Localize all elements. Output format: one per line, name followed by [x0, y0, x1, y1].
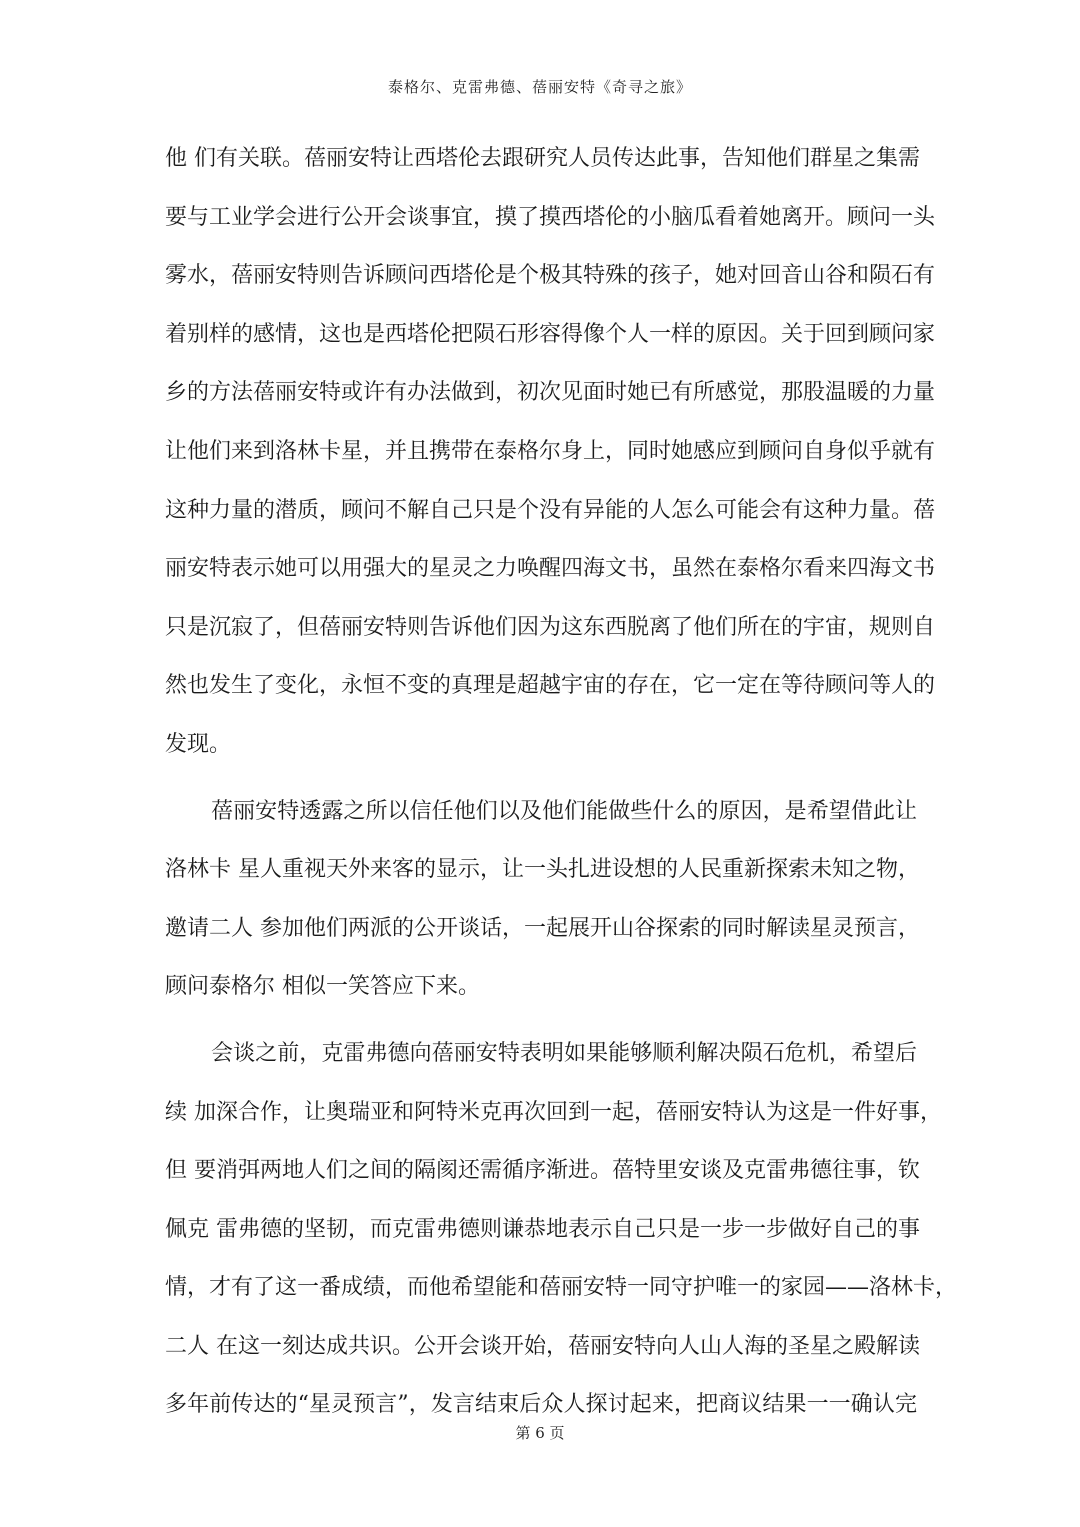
text-line: 佩克 雷弗德的坚韧，而克雷弗德则谦恭地表示自己只是一步一步做好自己的事 — [165, 1216, 920, 1242]
text-line: 然也发生了变化，永恒不变的真理是超越宇宙的存在，它一定在等待顾问等人的 — [165, 673, 936, 699]
text-line: 雾水，蓓丽安特则告诉顾问西塔伦是个极其特殊的孩子，她对回音山谷和陨石有 — [165, 263, 936, 289]
page-number: 第 6 页 — [515, 1424, 565, 1442]
text-line: 会谈之前，克雷弗德向蓓丽安特表明如果能够顺利解决陨石危机，希望后 — [211, 1040, 917, 1066]
paragraph-gap — [165, 1017, 917, 1025]
paragraph — [165, 130, 936, 775]
text-line: 丽安特表示她可以用强大的星灵之力唤醒四海文书，虽然在泰格尔看来四海文书 — [165, 556, 936, 582]
text-line: 只是沉寂了，但蓓丽安特则告诉他们因为这东西脱离了他们所在的宇宙，规则自 — [165, 614, 936, 640]
paragraph — [165, 1025, 958, 1435]
text-line: 他 们有关联。蓓丽安特让西塔伦去跟研究人员传达此事，告知他们群星之集需 — [165, 146, 920, 171]
text-line: 让他们来到洛林卡星，并且携带在泰格尔身上，同时她感应到顾问自身似乎就有 — [165, 438, 936, 464]
text-line: 顾问泰格尔 相似一笑答应下来。 — [165, 974, 480, 1000]
text-line: 二人 在这一刻达成共识。公开会谈开始，蓓丽安特向人山人海的圣星之殿解读 — [165, 1333, 920, 1359]
page-header: 泰格尔、克雷弗德、蓓丽安特《奇寻之旅》 — [387, 78, 692, 96]
text-line: 洛林卡 星人重视天外来客的显示，让一头扎进设想的人民重新探索未知之物， — [165, 857, 920, 883]
text-line: 要与工业学会进行公开会谈事宜，摸了摸西塔伦的小脑瓜看着她离开。顾问一头 — [165, 204, 936, 230]
text-line: 发现。 — [165, 731, 232, 757]
paragraph — [165, 783, 920, 1017]
text-line: 邀请二人 参加他们两派的公开谈话，一起展开山谷探索的同时解读星灵预言， — [165, 915, 920, 941]
text-line: 蓓丽安特透露之所以信任他们以及他们能做些什么的原因，是希望借此让 — [211, 798, 917, 824]
text-line: 续 加深合作，让奥瑞亚和阿特米克再次回到一起，蓓丽安特认为这是一件好事， — [165, 1099, 942, 1125]
text-line: 乡的方法蓓丽安特或许有办法做到，初次见面时她已有所感觉，那股温暖的力量 — [165, 380, 936, 406]
text-line: 这种力量的潜质，顾问不解自己只是个没有异能的人怎么可能会有这种力量。蓓 — [165, 497, 936, 523]
paragraph-gap — [165, 775, 917, 783]
text-line: 着别样的感情，这也是西塔伦把陨石形容得像个人一样的原因。关于回到顾问家 — [165, 321, 936, 347]
text-line: 但 要消弭两地人们之间的隔阂还需循序渐进。蓓特里安谈及克雷弗德往事，钦 — [165, 1158, 920, 1184]
text-line: 情，才有了这一番成绩，而他希望能和蓓丽安特一同守护唯一的家园——洛林卡， — [165, 1275, 958, 1301]
text-line: 多年前传达的“星灵预言”，发言结束后众人探讨起来，把商议结果一一确认完 — [165, 1392, 917, 1418]
document-body — [165, 130, 958, 1435]
